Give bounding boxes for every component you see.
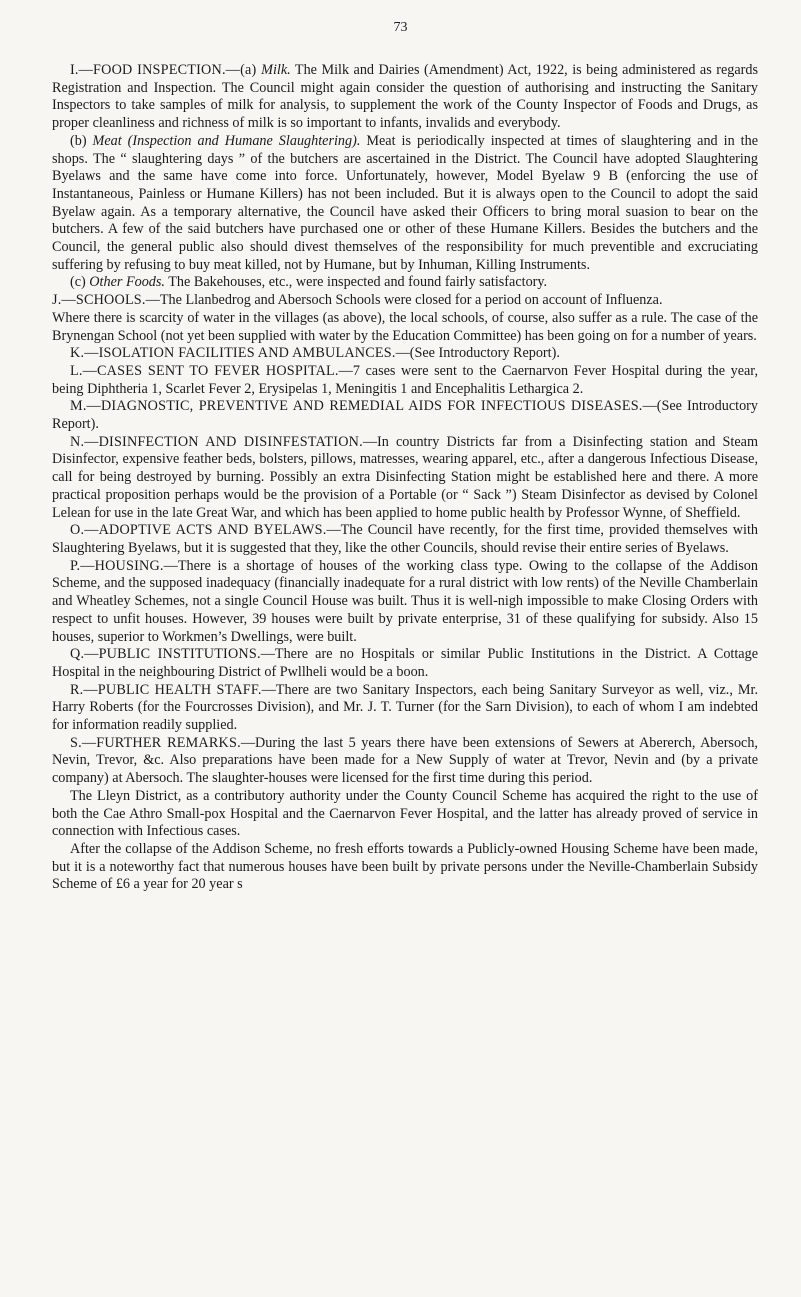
paragraph-lead: I.—FOOD INSPECTION.—(a)	[70, 62, 262, 78]
paragraph-text: Where there is scarcity of water in the villages (as above), the local schools, of course, also suffer as a rule. The case of the Brynengan School (not yet been supplied with water by the Education Committee) has been going on for a number of years.	[52, 309, 758, 344]
paragraph-text: —There are no Hospitals or similar Public Institutions in the District. A Cottage Hospital in the neighbouring District of Pwllheli would be a boon.	[52, 646, 758, 680]
paragraph-lead: M.—DIAGNOSTIC, PREVENTIVE AND REMEDIAL AIDS FOR INFECTIOUS DISEASES.	[70, 398, 643, 415]
paragraph-lead: L.—CASES SENT TO FEVER HOSPITAL.	[70, 362, 339, 379]
page-number: 73	[393, 20, 408, 35]
paragraph-food-other	[52, 274, 758, 292]
paragraph-lead: Q.—PUBLIC INSTITUTIONS.	[70, 646, 261, 663]
paragraph-lead: O.—ADOPTIVE ACTS AND BYELAWS.	[70, 522, 327, 539]
paragraph-text: —In country Districts far from a Disinfecting station and Steam Disinfector, expensive feather beds, bolsters, pillows, matresses, wearing apparel, etc., after a dangerous Infectious Disease, call for being destroyed by burning. Possibly an extra Disinfecting Station might be established here and there. A more practical proposition perhaps would be the provision of a Portable (or “ Sack ”) Steam Disinfector as devised by Colonel Lelean for use in the late Great War, and which has been applied to home public health by Professor Wynne, of Sheffield.	[52, 433, 758, 521]
paragraph-lead: J.—SCHOOLS.	[52, 292, 146, 309]
paragraph-text: —There are two Sanitary Inspectors, each being Sanitary Surveyor as well, viz., Mr. Harry Roberts (for the Fourcrosses Division), and Mr. J. T. Turner (for the Sarn Division), to each of whom I am indebted for information readily supplied.	[52, 681, 758, 734]
paragraph-isolation	[52, 345, 758, 363]
paragraph-text: —(See Introductory Report).	[52, 398, 758, 433]
paragraph-text: Meat is periodically inspected at times of slaughtering and in the shops. The “ slaughtering days ” of the butchers are ascertained in the District. The Council have adopted Slaughtering Byelaws and the same have come into force. Unfortunately, however, Model Byelaw 9 B (enforcing the use of Instantaneous, Painless or Humane Killers) has not been included. But it is always open to the Council to adopt the said Byelaw again. As a temporary alternative, the Council have asked their Officers to bring moral suasion to bear on the butchers. A few of the said butchers have purchased one or other of these Humane Killers. Besides the butchers and the Council, the general public also should divest themselves of the responsibility for much preventible and excruciating suffering by refusing to buy meat killed, not by Humane, but by Inhuman, Killing Instruments.	[52, 132, 758, 273]
paragraph-diagnostic	[52, 398, 758, 433]
paragraph-lead: R.—PUBLIC HEALTH STAFF.	[70, 681, 262, 698]
paragraph-food-milk	[52, 62, 758, 133]
paragraph-text: The Milk and Dairies (Amendment) Act, 1922, is being administered as regards Registration and Inspection. The Council might again consider the question of authorising and instructing the Sanitary Inspectors to take samples of milk for analysis, to supplement the work of the County Inspector of Foods and Drugs, as proper cleanliness and richness of milk is so important to infants, invalids and everybody.	[52, 62, 758, 132]
paragraph-schools-water	[52, 310, 758, 345]
paragraph-italic: Meat (Inspection and Humane Slaughtering).	[92, 132, 361, 149]
paragraph-text: After the collapse of the Addison Scheme, no fresh efforts towards a Publicly-owned Housing Scheme have been made, but it is a noteworthy fact that numerous houses have been built by private persons under the Neville-Chamberlain Subsidy Scheme of £6 a year for 20 year s	[52, 840, 758, 893]
paragraph-text: —7 cases were sent to the Caernarvon Fever Hospital during the year, being Diphtheria 1, Scarlet Fever 2, Erysipelas 1, Meningitis 1 and Encephalitis Lethargica 2.	[52, 362, 758, 397]
paragraph-addison-collapse	[52, 841, 758, 894]
paragraph-disinfection	[52, 434, 758, 523]
paragraph-lead: P.—HOUSING.	[70, 557, 164, 574]
paragraph-text: —There is a shortage of houses of the working class type. Owing to the collapse of the Addison Scheme, and the supposed inadequacy (financially inadequate for a rural district with low rents) of the Neville Chamberlain and Wheatley Schemes, not a single Council House was built. Thus it is well-nigh impossible to make Closing Orders with respect to unfit houses. However, 39 houses were built by private enterprise, 31 of these qualifying for subsidy. Also 15 houses, superior to Workmen’s Dwellings, were built.	[52, 557, 758, 645]
paragraph-lead: S.—FURTHER REMARKS.	[70, 734, 241, 751]
paragraph-italic: Other Foods.	[89, 274, 165, 291]
paragraph-text: —(See Introductory Report).	[395, 345, 560, 362]
paragraph-text: —The Llanbedrog and Abersoch Schools were closed for a period on account of Influenza.	[145, 292, 663, 309]
paragraph-further-remarks	[52, 735, 758, 788]
paragraph-text: —The Council have recently, for the first time, provided themselves with Slaughtering Byelaws, but it is suggested that they, like the other Councils, should revise their entire series of Byelaws.	[52, 522, 758, 556]
paragraph-lead: K.—ISOLATION FACILITIES AND AMBULANCES.	[70, 345, 396, 362]
paragraph-text: The Lleyn District, as a contributory authority under the County Council Scheme has acquired the right to the use of both the Cae Athro Small-pox Hospital and the Caernarvon Fever Hospital, and the latter has already proved of service in connection with Infectious cases.	[52, 787, 758, 840]
paragraph-lead: N.—DISINFECTION AND DISINFESTATION.	[70, 433, 363, 450]
paragraph-food-meat	[52, 133, 758, 275]
body-text	[52, 62, 758, 894]
paragraph-lleyn-district	[52, 788, 758, 841]
paragraph-public-health-staff	[52, 682, 758, 735]
paragraph-schools	[52, 292, 758, 310]
paragraph-text: —During the last 5 years there have been extensions of Sewers at Abererch, Abersoch, Nevin, Trevor, &c. Also preparations have been made for a New Supply of water at Trevor, Nevin and (by a private company) at Abersoch. The slaughter-houses were licensed for the first time during this period.	[52, 734, 758, 787]
paragraph-public-institutions	[52, 646, 758, 681]
paragraph-lead: (b)	[70, 132, 93, 149]
paragraph-italic: Milk.	[261, 62, 291, 78]
paragraph-text: The Bakehouses, etc., were inspected and found fairly satisfactory.	[164, 274, 548, 291]
paragraph-housing	[52, 558, 758, 647]
paragraph-byelaws	[52, 522, 758, 557]
paragraph-lead: (c)	[70, 274, 90, 291]
paragraph-fever-hospital	[52, 363, 758, 398]
